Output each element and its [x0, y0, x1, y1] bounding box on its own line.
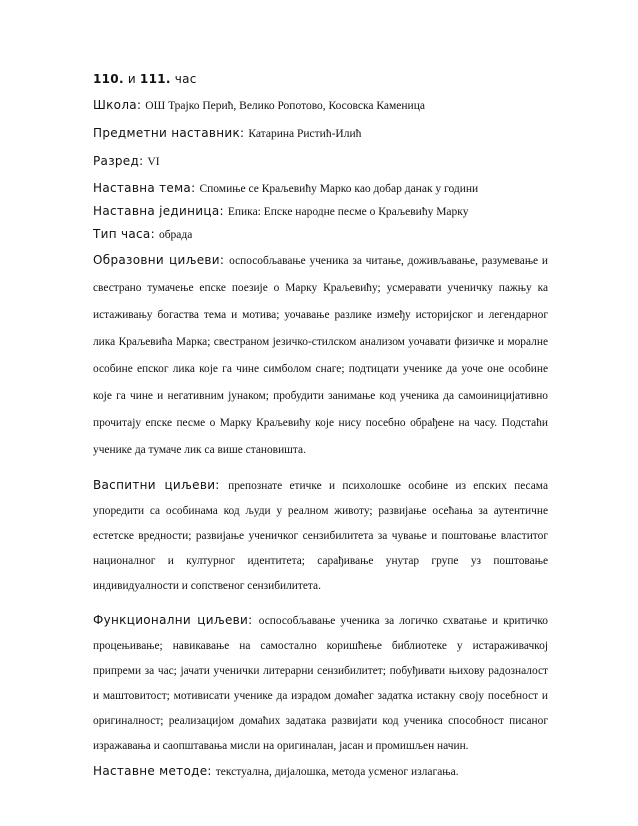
lesson-conjunction: и — [127, 72, 136, 86]
teacher-value: Катарина Ристић-Илић — [248, 128, 362, 140]
school-label: Школа: — [93, 98, 142, 112]
lesson-word: час — [174, 72, 197, 86]
lesson-plan-page — [93, 68, 548, 783]
grade-label: Разред: — [93, 154, 144, 168]
theme-label: Наставна тема: — [93, 181, 196, 195]
functional-goals-paragraph — [93, 608, 548, 758]
unit-row — [93, 201, 548, 222]
lesson-hours-title — [93, 68, 548, 90]
unit-label: Наставна јединица: — [93, 204, 224, 218]
lesson-type-value: обрада — [158, 229, 193, 241]
functional-goals-label: Функционални циљеви: — [93, 613, 253, 627]
educational-goals-paragraph — [93, 247, 548, 463]
unit-value: Епика: Епске народне песме о Краљевићу Марку — [227, 206, 469, 218]
teacher-label: Предметни наставник: — [93, 126, 245, 140]
lesson-number-2: 111. — [139, 72, 171, 86]
functional-goals-text: оспособљавање ученика за логичко схватање и критичко процењивање; навикавање на самостално коришћење библиотеке у истараживачкој припреми за час; јачати ученички литерарни сензибилитет; побуђивати њихову радозналост и маштовитост; мотивисати ученике да израдом домаћег задатка истакну своју посебност и оригиналност; реализацијом домаћих задатака развијати код ученика способност писаног изражавања и саопштавања мисли на оригиналан, јасан и промишљен начин. — [93, 615, 548, 752]
upbringing-goals-paragraph — [93, 473, 548, 598]
lesson-number-1: 110. — [93, 72, 124, 86]
theme-row — [93, 178, 548, 199]
grade-value: VI — [147, 156, 160, 168]
grade-row — [93, 150, 548, 173]
theme-value: Спомиње се Краљевићу Марко као добар данак у години — [199, 183, 479, 195]
school-value: ОШ Трајко Перић, Велико Ропотово, Косовска Каменица — [145, 100, 425, 112]
upbringing-goals-text: препознате етичке и психолошке особине из епских песама упоредити са особинама код људи у реалном животу; развијање осећања за аутентичне естетске вредности; развијање ученичког сензибилитета за чување и поштовање властитог националног и културног идентитета; сарађивање унутар групе уз поштовање индивидуалности и сопственог сензибилитета. — [93, 480, 548, 592]
educational-goals-label: Образовни циљеви: — [93, 253, 225, 267]
upbringing-goals-label: Васпитни циљеви: — [93, 478, 220, 492]
methods-label: Наставне методе: — [93, 764, 212, 778]
teacher-row — [93, 122, 548, 145]
methods-row — [93, 760, 548, 783]
school-row — [93, 94, 548, 117]
methods-value: текстуална, дијалошка, метода усменог излагања. — [215, 766, 459, 778]
educational-goals-text: оспособљавање ученика за читање, доживљавање, разумевање и свестрано тумачење епске поезије о Марку Краљевићу; усмеравати ученичку пажњу ка истаживању богаства тема и мотива; уочавање разлике између историјског и легендарног лика Краљевића Марка; свестраном језичко-стилском анализом уочавати физичке и моралне особине епског лика које га чине симболом снаге; подтицати ученике да уоче оне особине које га чине и негативним јунаком; пробудити занимање код ученика да самоиницијативно прочитају епске песме о Марку Краљевићу које нису посебно обрађене на часу. Подстаћи ученике да тумаче лик са више становишта. — [93, 255, 548, 456]
lesson-type-label: Тип часа: — [93, 227, 155, 241]
lesson-type-row — [93, 224, 548, 245]
